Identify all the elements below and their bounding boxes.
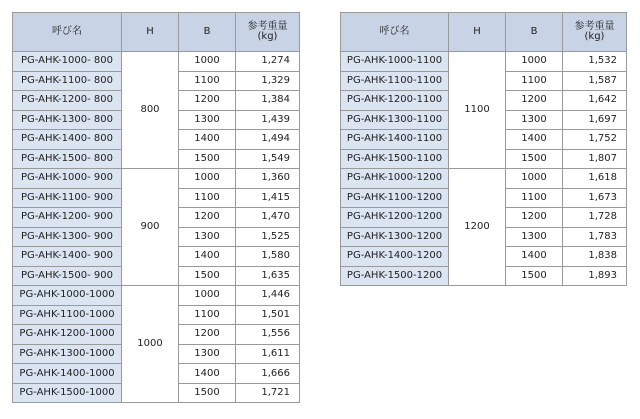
model-name-cell: PG-AHK-1500- 800 (13, 149, 122, 169)
header-model: 呼び名 (341, 13, 449, 52)
height-cell: 1100 (449, 52, 506, 169)
weight-cell: 1,532 (563, 52, 627, 72)
weight-table-right (340, 12, 627, 286)
weight-cell: 1,274 (236, 52, 300, 72)
width-b-cell: 1100 (506, 71, 563, 91)
model-name-cell: PG-AHK-1000- 800 (13, 52, 122, 72)
width-b-cell: 1000 (179, 169, 236, 189)
model-name-cell: PG-AHK-1200- 900 (13, 208, 122, 228)
width-b-cell: 1200 (179, 91, 236, 111)
weight-cell: 1,439 (236, 110, 300, 130)
header-b: B (506, 13, 563, 52)
header-model: 呼び名 (13, 13, 122, 52)
model-name-cell: PG-AHK-1100- 800 (13, 71, 122, 91)
model-name-cell: PG-AHK-1000- 900 (13, 169, 122, 189)
model-name-cell: PG-AHK-1300-1200 (341, 227, 449, 247)
width-b-cell: 1200 (179, 208, 236, 228)
header-weight-label: 参考重量 (247, 21, 288, 32)
weight-cell: 1,556 (236, 325, 300, 345)
weight-cell: 1,807 (563, 149, 627, 169)
header-weight (236, 13, 300, 52)
model-name-cell: PG-AHK-1100-1200 (341, 188, 449, 208)
table-row (341, 52, 627, 72)
weight-cell: 1,587 (563, 71, 627, 91)
weight-cell: 1,446 (236, 286, 300, 306)
width-b-cell: 1500 (506, 149, 563, 169)
table-body (13, 52, 300, 403)
width-b-cell: 1300 (179, 110, 236, 130)
height-cell: 1000 (122, 286, 179, 403)
width-b-cell: 1300 (179, 227, 236, 247)
weight-cell: 1,611 (236, 344, 300, 364)
table-row (13, 286, 300, 306)
model-name-cell: PG-AHK-1000-1000 (13, 286, 122, 306)
model-name-cell: PG-AHK-1100-1100 (341, 71, 449, 91)
model-name-cell: PG-AHK-1500- 900 (13, 266, 122, 286)
model-name-cell: PG-AHK-1300- 800 (13, 110, 122, 130)
model-name-cell: PG-AHK-1500-1100 (341, 149, 449, 169)
model-name-cell: PG-AHK-1200-1100 (341, 91, 449, 111)
weight-cell: 1,666 (236, 364, 300, 384)
width-b-cell: 1200 (506, 91, 563, 111)
weight-cell: 1,635 (236, 266, 300, 286)
width-b-cell: 1400 (179, 364, 236, 384)
table-header (13, 13, 300, 52)
weight-cell: 1,360 (236, 169, 300, 189)
width-b-cell: 1100 (179, 71, 236, 91)
model-name-cell: PG-AHK-1300-1100 (341, 110, 449, 130)
height-cell: 1200 (449, 169, 506, 286)
weight-cell: 1,893 (563, 266, 627, 286)
width-b-cell: 1300 (179, 344, 236, 364)
width-b-cell: 1000 (506, 169, 563, 189)
weight-cell: 1,642 (563, 91, 627, 111)
weight-cell: 1,549 (236, 149, 300, 169)
model-name-cell: PG-AHK-1000-1100 (341, 52, 449, 72)
weight-table-left (12, 12, 300, 403)
weight-cell: 1,415 (236, 188, 300, 208)
weight-cell: 1,470 (236, 208, 300, 228)
table-row (13, 169, 300, 189)
width-b-cell: 1400 (506, 130, 563, 150)
width-b-cell: 1400 (506, 247, 563, 267)
width-b-cell: 1100 (179, 188, 236, 208)
header-h: H (449, 13, 506, 52)
weight-cell: 1,673 (563, 188, 627, 208)
weight-cell: 1,783 (563, 227, 627, 247)
width-b-cell: 1000 (179, 286, 236, 306)
weight-cell: 1,384 (236, 91, 300, 111)
width-b-cell: 1400 (179, 130, 236, 150)
model-name-cell: PG-AHK-1000-1200 (341, 169, 449, 189)
width-b-cell: 1200 (506, 208, 563, 228)
model-name-cell: PG-AHK-1300-1000 (13, 344, 122, 364)
weight-cell: 1,618 (563, 169, 627, 189)
model-name-cell: PG-AHK-1300- 900 (13, 227, 122, 247)
width-b-cell: 1500 (179, 149, 236, 169)
width-b-cell: 1100 (179, 305, 236, 325)
model-name-cell: PG-AHK-1100- 900 (13, 188, 122, 208)
header-row (13, 13, 300, 52)
width-b-cell: 1000 (506, 52, 563, 72)
model-name-cell: PG-AHK-1400-1200 (341, 247, 449, 267)
weight-cell: 1,721 (236, 383, 300, 403)
weight-cell: 1,525 (236, 227, 300, 247)
model-name-cell: PG-AHK-1100-1000 (13, 305, 122, 325)
header-weight-unit: (kg) (584, 31, 605, 42)
width-b-cell: 1200 (179, 325, 236, 345)
height-cell: 900 (122, 169, 179, 286)
weight-cell: 1,501 (236, 305, 300, 325)
table-header (341, 13, 627, 52)
header-b: B (179, 13, 236, 52)
header-h: H (122, 13, 179, 52)
model-name-cell: PG-AHK-1400- 900 (13, 247, 122, 267)
table-row (341, 169, 627, 189)
weight-cell: 1,329 (236, 71, 300, 91)
weight-cell: 1,728 (563, 208, 627, 228)
width-b-cell: 1500 (179, 383, 236, 403)
width-b-cell: 1300 (506, 227, 563, 247)
weight-cell: 1,838 (563, 247, 627, 267)
width-b-cell: 1000 (179, 52, 236, 72)
width-b-cell: 1100 (506, 188, 563, 208)
model-name-cell: PG-AHK-1200- 800 (13, 91, 122, 111)
width-b-cell: 1400 (179, 247, 236, 267)
weight-cell: 1,752 (563, 130, 627, 150)
model-name-cell: PG-AHK-1500-1200 (341, 266, 449, 286)
weight-cell: 1,494 (236, 130, 300, 150)
model-name-cell: PG-AHK-1200-1000 (13, 325, 122, 345)
header-weight-unit: (kg) (257, 31, 278, 42)
height-cell: 800 (122, 52, 179, 169)
width-b-cell: 1300 (506, 110, 563, 130)
table-row (13, 52, 300, 72)
header-weight-label: 参考重量 (574, 21, 615, 32)
model-name-cell: PG-AHK-1400-1000 (13, 364, 122, 384)
weight-cell: 1,580 (236, 247, 300, 267)
header-weight (563, 13, 627, 52)
model-name-cell: PG-AHK-1500-1000 (13, 383, 122, 403)
model-name-cell: PG-AHK-1400- 800 (13, 130, 122, 150)
width-b-cell: 1500 (179, 266, 236, 286)
width-b-cell: 1500 (506, 266, 563, 286)
table-body (341, 52, 627, 286)
model-name-cell: PG-AHK-1200-1200 (341, 208, 449, 228)
header-row (341, 13, 627, 52)
model-name-cell: PG-AHK-1400-1100 (341, 130, 449, 150)
weight-cell: 1,697 (563, 110, 627, 130)
